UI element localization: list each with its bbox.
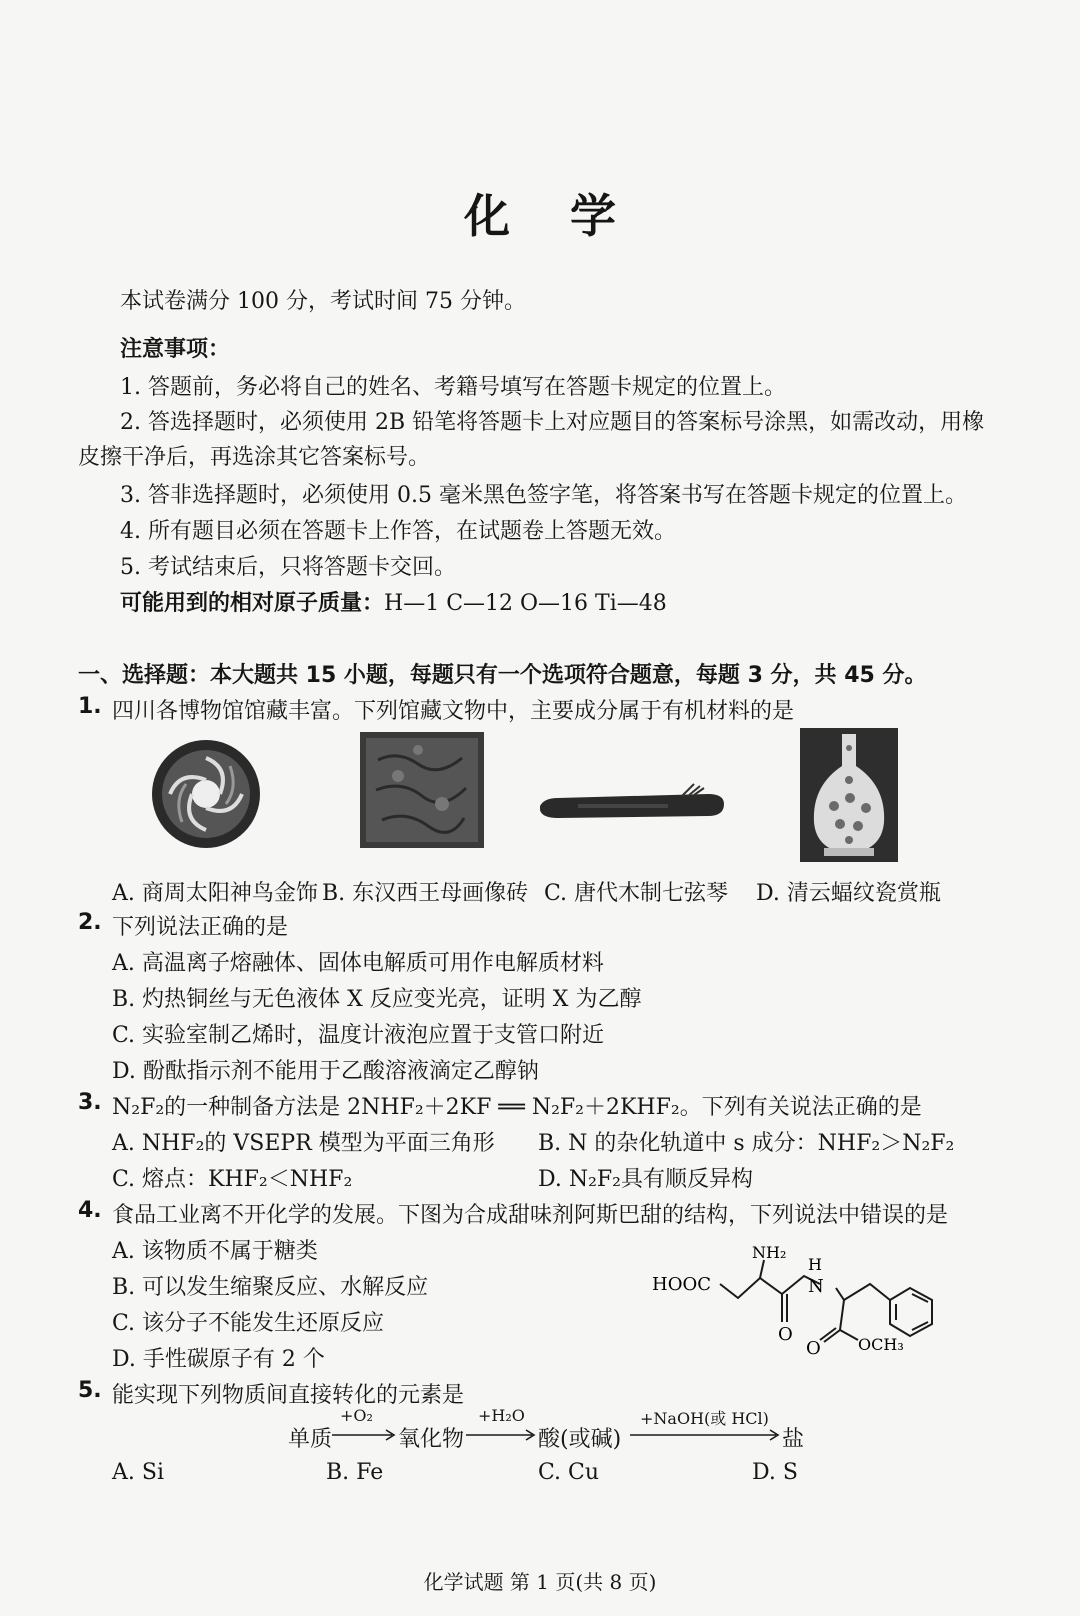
option-c: C. Cu [538,1460,600,1485]
question-stem: 四川各博物馆馆藏丰富。下列馆藏文物中，主要成分属于有机材料的是 [112,699,795,724]
exam-intro: 本试卷满分 100 分，考试时间 75 分钟。 [120,289,526,314]
notice-item: 1. 答题前，务必将自己的姓名、考籍号填写在答题卡规定的位置上。 [120,375,786,400]
option-d: D. 清云蝠纹瓷赏瓶 [756,881,941,906]
option-a: A. 商周太阳神鸟金饰 [112,881,318,906]
option-d: D. 酚酞指示剂不能用于乙酸溶液滴定乙醇钠 [112,1059,539,1084]
struct-hooc-label: HOOC [652,1274,711,1295]
chain-arrow-icon [466,1428,538,1442]
struct-och3-label: OCH₃ [858,1335,904,1354]
option-b: B. 可以发生缩聚反应、水解反应 [112,1275,429,1300]
chain-arrow-label: +H₂O [478,1406,525,1425]
option-c: C. 该分子不能发生还原反应 [112,1311,385,1336]
option-a: A. 高温离子熔融体、固体电解质可用作电解质材料 [112,951,604,976]
golden-sun-bird-image [150,738,262,850]
atomic-mass-line [120,586,667,617]
option-b: B. N 的杂化轨道中 s 成分：NHF₂＞N₂F₂ [538,1131,955,1156]
question-number: 5. [78,1378,102,1403]
option-b: B. 灼热铜丝与无色液体 X 反应变光亮，证明 X 为乙醇 [112,987,642,1012]
notice-item: 2. 答选择题时，必须使用 2B 铅笔将答题卡上对应题目的答案标号涂黑，如需改动，用橡 [120,410,985,435]
brick-relief-image [358,730,486,850]
notice-item: 3. 答非选择题时，必须使用 0.5 毫米黑色签字笔，将答案书写在答题卡规定的位置上。 [120,483,967,508]
option-a: A. Si [112,1460,164,1485]
notice-item: 皮擦干净后，再选涂其它答案标号。 [78,445,431,470]
question-stem: N₂F₂的一种制备方法是 2NHF₂＋2KF ══ N₂F₂＋2KHF₂。下列有关说法正确的是 [112,1095,922,1120]
option-a: A. 该物质不属于糖类 [112,1239,318,1264]
page-title: 化学 [464,189,676,243]
question-number: 2. [78,910,102,935]
option-c: C. 实验室制乙烯时，温度计液泡应置于支管口附近 [112,1023,605,1048]
struct-h-label: H [808,1255,822,1274]
atomic-mass-values: H—1 C—12 O—16 Ti—48 [384,591,667,616]
atomic-mass-label: 可能用到的相对原子质量： [120,591,385,616]
struct-nh2-label: NH₂ [752,1243,787,1262]
notice-item: 4. 所有题目必须在答题卡上作答，在试题卷上答题无效。 [120,519,676,544]
struct-o2-label: O [806,1338,821,1359]
question-number: 4. [78,1198,102,1223]
option-d: D. S [752,1460,798,1485]
porcelain-vase-image [800,728,898,862]
notice-item: 5. 考试结束后，只将答题卡交回。 [120,555,456,580]
option-d: D. N₂F₂具有顺反异构 [538,1167,753,1192]
question-stem: 食品工业离不开化学的发展。下图为合成甜味剂阿斯巴甜的结构，下列说法中错误的是 [112,1203,949,1228]
notice-heading: 注意事项： [120,337,231,362]
section-heading: 一、选择题：本大题共 15 小题，每题只有一个选项符合题意，每题 3 分，共 45 分。 [78,663,927,688]
option-c: C. 熔点：KHF₂＜NHF₂ [112,1167,353,1192]
option-c: C. 唐代木制七弦琴 [544,881,729,906]
chain-substance: 酸(或碱) [538,1427,622,1452]
chain-substance: 单质 [288,1427,333,1452]
chain-arrow-label: +NaOH(或 HCl) [640,1409,769,1428]
chain-arrow-icon [332,1428,398,1442]
page-footer: 化学试题 第 1 页(共 8 页) [423,1570,657,1594]
question-number: 1. [78,694,102,719]
seven-string-zither-image [538,782,730,832]
chain-arrow-label: +O₂ [340,1406,373,1425]
option-d: D. 手性碳原子有 2 个 [112,1347,325,1372]
option-b: B. Fe [326,1460,384,1485]
aspartame-structure-diagram [640,1236,970,1366]
option-b: B. 东汉西王母画像砖 [322,881,529,906]
chain-substance: 氧化物 [398,1427,465,1452]
chain-arrow-icon [630,1428,782,1442]
question-stem: 能实现下列物质间直接转化的元素是 [112,1383,465,1408]
chain-substance: 盐 [782,1427,805,1452]
question-stem: 下列说法正确的是 [112,915,289,940]
question-number: 3. [78,1090,102,1115]
struct-n-label: N [808,1276,824,1297]
struct-o1-label: O [778,1324,793,1345]
option-a: A. NHF₂的 VSEPR 模型为平面三角形 [112,1131,495,1156]
